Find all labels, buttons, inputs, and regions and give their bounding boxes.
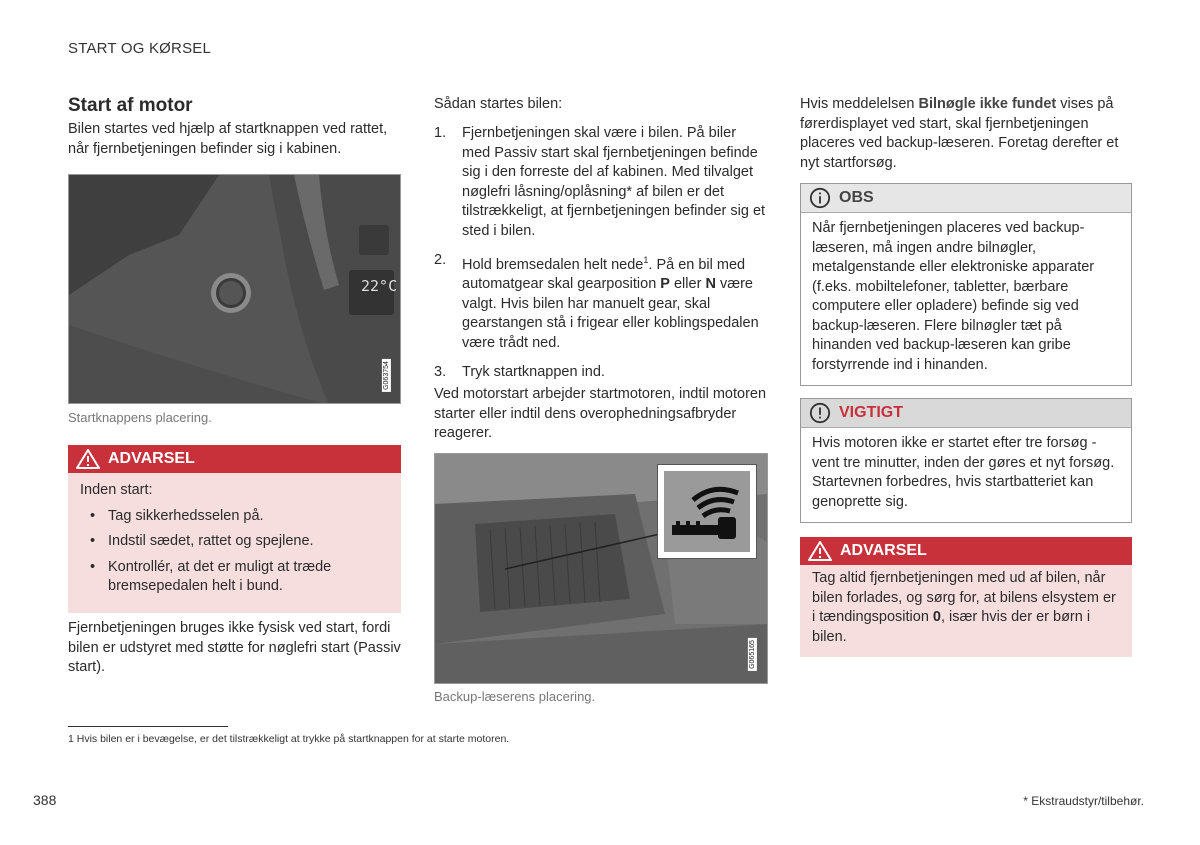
obs-title: OBS xyxy=(839,189,874,206)
step-text-c: eller xyxy=(669,276,706,293)
footnote-divider xyxy=(68,726,228,727)
step-text: Fjernbetjeningen skal være i bilen. På biler med Passiv start skal fjernbetjeningen befinde sig i den forreste del af kabinen. Med tilvalget nøglefri låsning/oplåsning* af bilen er det tilstrækkeligt, at fjernbetjeningen befinder sig et sted i bilen. xyxy=(462,125,766,239)
warning-triangle-icon xyxy=(76,449,100,469)
exclamation-icon xyxy=(809,402,831,424)
step-text-a: Hold bremsedalen helt nede xyxy=(462,256,644,273)
steps-container xyxy=(434,124,768,393)
warning-header xyxy=(68,445,401,473)
important-box xyxy=(800,398,1132,523)
important-title: VIGTIGT xyxy=(839,404,903,421)
warning-body xyxy=(68,473,401,613)
ignition-position: 0 xyxy=(932,609,941,625)
warning-list xyxy=(80,507,389,597)
warning-title: ADVARSEL xyxy=(840,542,927,559)
key-not-found-paragraph xyxy=(800,95,1132,173)
important-body: Hvis motoren ikke er startet efter tre forsøg - vent tre minutter, inden der gøres et nyt forsøg. Startevnen forbedres, hvis startbatteriet kan genoprette sig. xyxy=(812,435,1115,510)
info-icon xyxy=(809,187,831,209)
footnote: 1 Hvis bilen er i bevægelse, er det tilstrækkeligt at trykke på startknappen for at starte motoren. xyxy=(68,733,510,745)
warning-title: ADVARSEL xyxy=(108,450,195,467)
display-message: Bilnøgle ikke fundet xyxy=(918,96,1057,112)
gear-n: N xyxy=(705,276,716,293)
start-button-illustration xyxy=(69,175,401,404)
accessory-note: * Ekstraudstyr/tilbehør. xyxy=(1023,794,1144,808)
text-span: vises på førerdisplayet ved start, skal fjernbetjeningen placeres ved backup-læseren. Foretag derefter et nyt startforsøg. xyxy=(800,96,1119,171)
figure-code: G065165 xyxy=(748,640,756,669)
figure-caption: Backup-læserens placering. xyxy=(434,689,596,704)
text-span: Hvis meddelelsen xyxy=(800,96,919,112)
text-span: Tag altid fjernbetjeningen med ud af bilen, når bilen forlades, og sørg for, at bilens elsystem er i tændingsposition xyxy=(812,570,1116,625)
obs-body: Når fjernbetjeningen placeres ved backup-læseren, må ingen andre bilnøgler, metalgenstande eller elektroniske apparater (f.eks. mobiltelefoner, tabletter, bærbare computere eller opladere) befinde sig ved backup-læseren. Flere bilnøgler tæt på hinanden ved backup-læseren kan gribe forstyrrende ind i hinanden. xyxy=(812,220,1095,373)
step-text: Tryk startknappen ind. xyxy=(462,364,605,381)
reader-symbol-inset xyxy=(657,464,757,559)
gear-p: P xyxy=(660,276,670,293)
warning-header xyxy=(800,537,1132,565)
footnote-ref: 1 xyxy=(643,255,649,265)
important-header xyxy=(801,399,1131,428)
warning-box xyxy=(800,537,1132,657)
step-number: 1. xyxy=(434,125,447,141)
passive-start-paragraph: Fjernbetjeningen bruges ikke fysisk ved start, fordi bilen er udstyret med støtte for nøglefri start (Passiv start). xyxy=(68,620,401,675)
step-text-b: . På en bil med automatgear skal gearposition xyxy=(462,256,746,293)
page-number: 388 xyxy=(33,792,57,808)
figure-caption: Startknappens placering. xyxy=(68,410,212,425)
warning-triangle-icon xyxy=(808,541,832,561)
steps-list xyxy=(434,124,768,383)
step-number: 2. xyxy=(434,252,447,268)
key-reader-icon xyxy=(658,465,756,558)
warning-body xyxy=(800,565,1132,657)
obs-box xyxy=(800,183,1132,386)
backup-reader-photo xyxy=(434,453,768,684)
step-text-d: være valgt. Hvis bilen har manuelt gear, skal gearstangen stå i frigear eller koblingspedalen være trådt ned. xyxy=(462,276,759,351)
text-span: , især hvis der er børn i bilen. xyxy=(812,609,1091,645)
steps-lead: Sådan startes bilen: xyxy=(434,96,563,112)
step-item xyxy=(434,124,768,241)
start-button-photo xyxy=(68,174,401,404)
list-item: • Indstil sædet, rattet og spejlene. xyxy=(80,532,389,552)
step-item xyxy=(434,363,768,383)
intro-paragraph: Bilen startes ved hjælp af startknappen ved rattet, når fjernbetjeningen befinder sig i kabinen. xyxy=(68,121,388,157)
figure-code: G063754 xyxy=(382,361,390,390)
list-item: • Kontrollér, at det er muligt at træde bremsepedalen helt i bund. xyxy=(80,558,389,597)
display-temperature: 22°C xyxy=(361,277,398,295)
step-number: 3. xyxy=(434,364,447,381)
warning-box xyxy=(68,445,401,613)
obs-header xyxy=(801,184,1131,213)
motor-start-paragraph: Ved motorstart arbejder startmotoren, indtil motoren starter eller indtil dens overophedningsafbryder reagerer. xyxy=(434,386,767,441)
list-item: • Tag sikkerhedsselen på. xyxy=(80,507,389,527)
page-heading: Start af motor xyxy=(68,95,193,116)
step-item xyxy=(434,251,768,353)
section-title: START OG KØRSEL xyxy=(68,40,212,57)
warning-lead: Inden start: xyxy=(80,482,153,498)
